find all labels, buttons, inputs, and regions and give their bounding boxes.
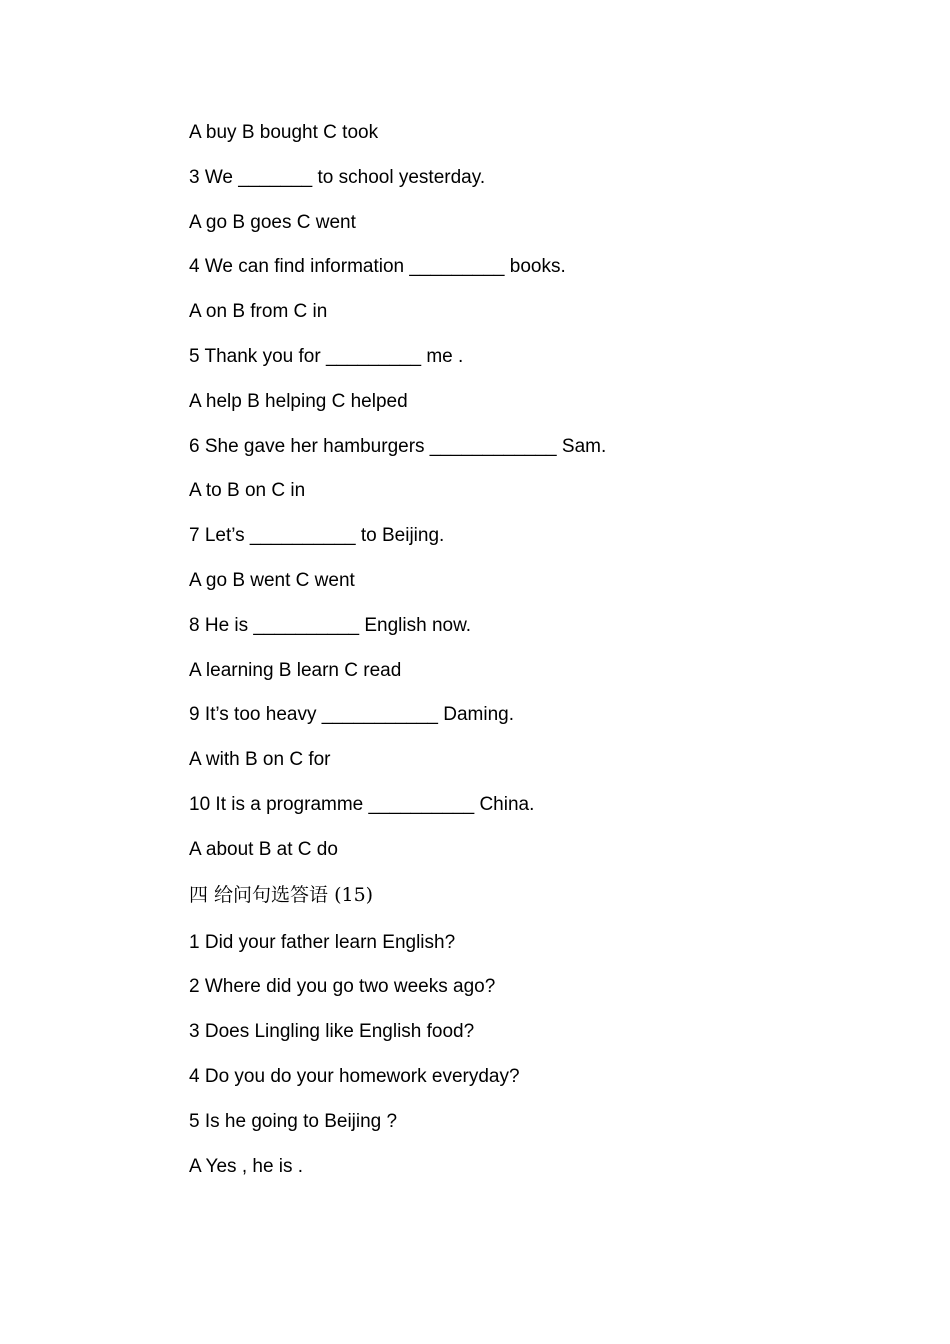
option-line-q6: A to B on C in — [189, 480, 306, 502]
question-4: 4 We can find information _________ books. — [189, 256, 566, 278]
option-line-q8: A learning B learn C read — [189, 659, 402, 681]
option-line-q10: A about B at C do — [189, 838, 338, 860]
section-heading: 四 给问句选答语 (15) — [189, 883, 374, 906]
option-line-q3: A go B goes C went — [189, 211, 356, 233]
question-7: 7 Let’s __________ to Beijing. — [189, 525, 445, 547]
question-6: 6 She gave her hamburgers ____________ Sam. — [189, 435, 607, 457]
option-line-q2: A buy B bought C took — [189, 122, 379, 143]
answer-question-5: 5 Is he going to Beijing ? — [189, 1110, 398, 1132]
answer-question-2: 2 Where did you go two weeks ago? — [189, 976, 496, 998]
option-line-q4: A on B from C in — [189, 301, 328, 323]
question-3: 3 We _______ to school yesterday. — [189, 166, 486, 188]
option-line-q7: A go B went C went — [189, 569, 355, 591]
question-10: 10 It is a programme __________ China. — [189, 793, 535, 815]
option-line-q5: A help B helping C helped — [189, 390, 408, 412]
answer-question-1: 1 Did your father learn English? — [189, 931, 456, 953]
answer-question-3: 3 Does Lingling like English food? — [189, 1021, 475, 1043]
question-5: 5 Thank you for _________ me . — [189, 345, 464, 367]
option-line-q9: A with B on C for — [189, 749, 331, 771]
question-9: 9 It’s too heavy ___________ Daming. — [189, 704, 514, 726]
question-8: 8 He is __________ English now. — [189, 614, 472, 636]
answer-option-a: A Yes , he is . — [189, 1155, 304, 1177]
answer-question-4: 4 Do you do your homework everyday? — [189, 1065, 520, 1087]
document-body — [189, 118, 889, 1196]
